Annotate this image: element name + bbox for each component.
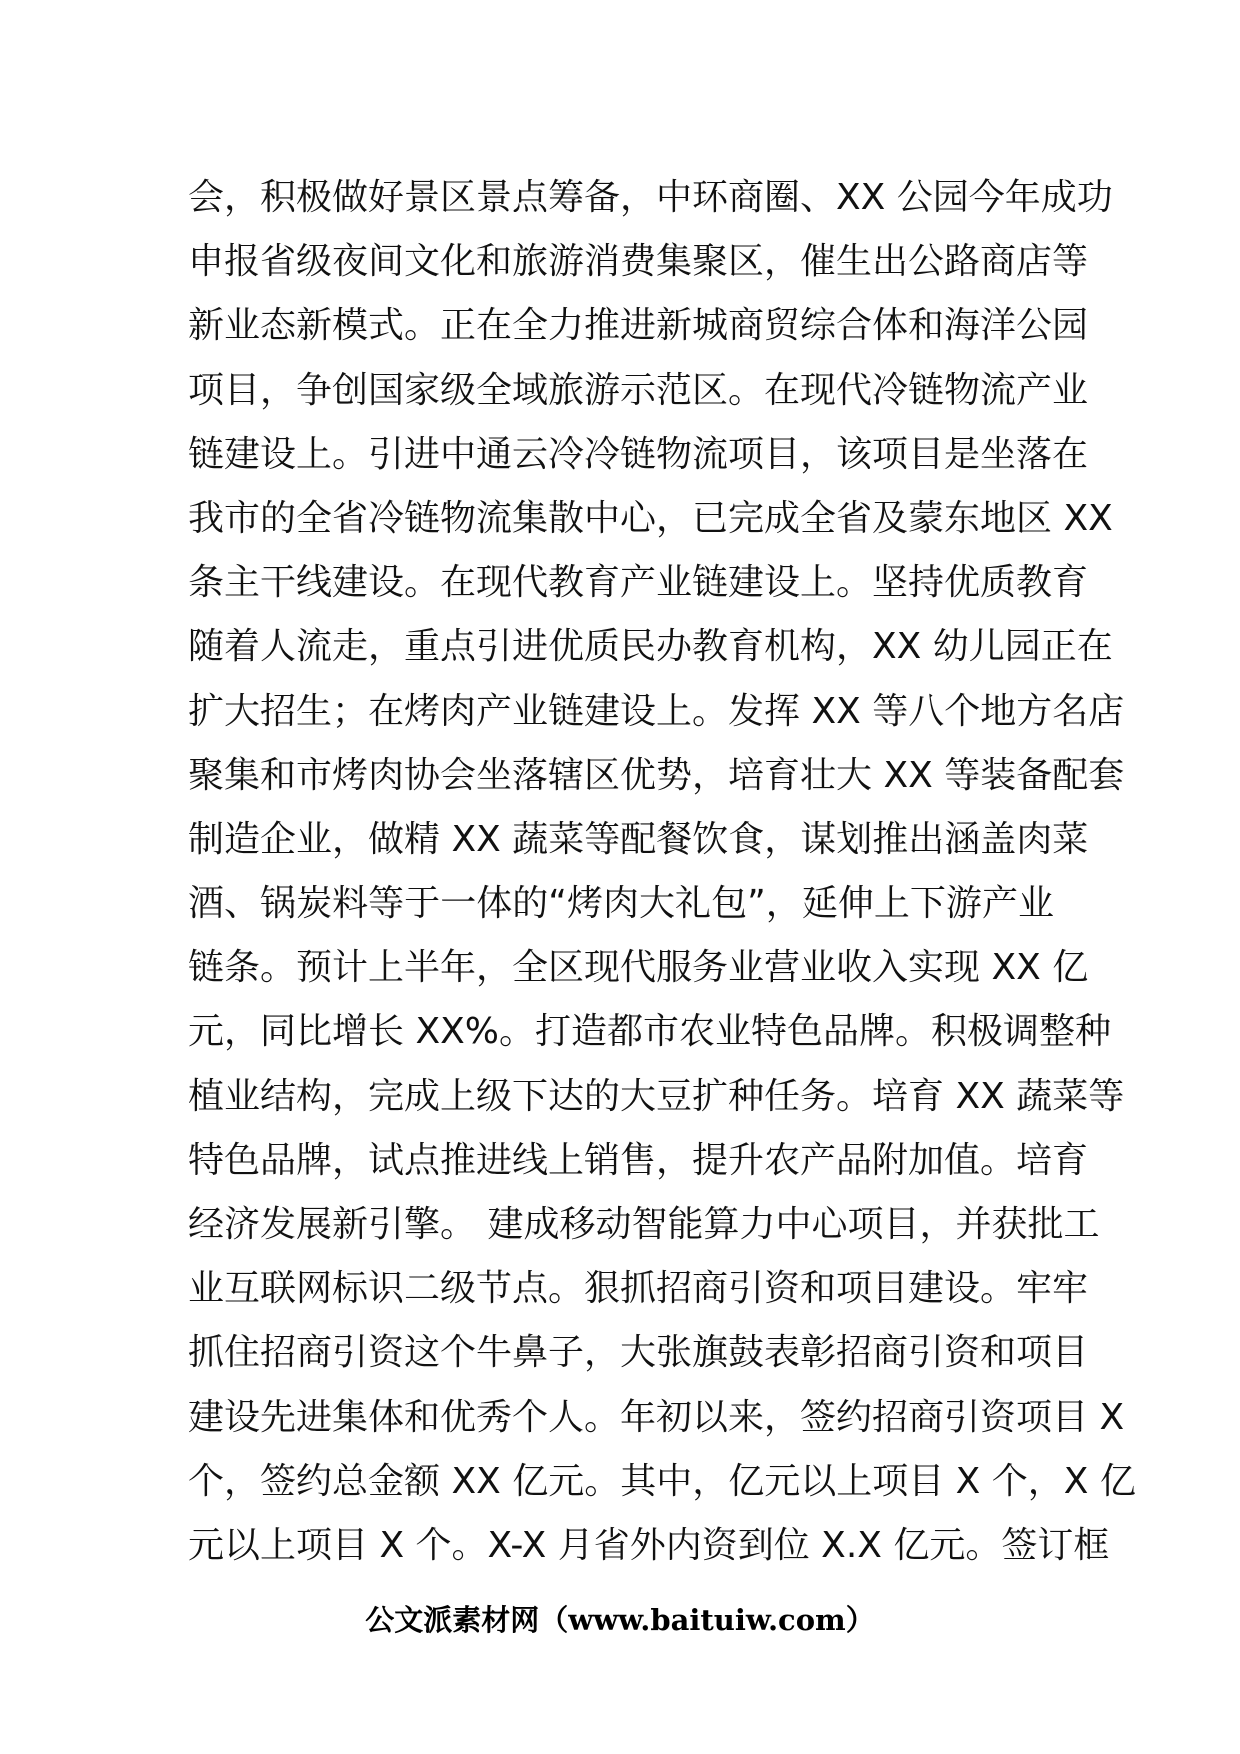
document-body	[188, 166, 1136, 1578]
body-line: 链建设上。引进中通云冷冷链物流项目，该项目是坐落在	[188, 433, 1089, 475]
body-line: 聚集和市烤肉协会坐落辖区优势，培育壮大 XX 等装备配套	[188, 754, 1125, 796]
body-line: 条主干线建设。在现代教育产业链建设上。坚持优质教育	[188, 562, 1089, 604]
body-line: 个，签约总金额 XX 亿元。其中，亿元以上项目 X 个，X 亿	[188, 1460, 1136, 1502]
body-line: 制造企业，做精 XX 蔬菜等配餐饮食，谋划推出涵盖肉菜	[188, 818, 1089, 860]
body-line: 元以上项目 X 个。X-X 月省外内资到位 X.X 亿元。签订框	[188, 1524, 1110, 1566]
footer-watermark: 公文派素材网（www.baituiw.com）	[365, 1603, 875, 1637]
body-line: 扩大招生；在烤肉产业链建设上。发挥 XX 等八个地方名店	[188, 690, 1125, 732]
body-line: 经济发展新引擎。 建成移动智能算力中心项目，并获批工	[188, 1204, 1100, 1245]
body-line: 会，积极做好景区景点筹备，中环商圈、XX 公园今年成功	[188, 177, 1113, 218]
body-line: 元，同比增长 XX%。打造都市农业特色品牌。积极调整种	[188, 1011, 1111, 1053]
body-line: 抓住招商引资这个牛鼻子，大张旗鼓表彰招商引资和项目	[188, 1332, 1089, 1374]
body-line: 酒、锅炭料等于一体的“烤肉大礼包”，延伸上下游产业	[188, 883, 1054, 925]
body-line: 新业态新模式。正在全力推进新城商贸综合体和海洋公园	[188, 305, 1089, 347]
body-line: 项目，争创国家级全域旅游示范区。在现代冷链物流产业	[188, 369, 1089, 411]
body-line: 申报省级夜间文化和旅游消费集聚区，催生出公路商店等	[188, 241, 1089, 283]
body-line: 业互联网标识二级节点。狠抓招商引资和项目建设。牢牢	[188, 1268, 1089, 1310]
body-line: 链条。预计上半年，全区现代服务业营业收入实现 XX 亿	[188, 947, 1089, 989]
body-line: 特色品牌，试点推进线上销售，提升农产品附加值。培育	[188, 1139, 1089, 1181]
body-line: 植业结构，完成上级下达的大豆扩种任务。培育 XX 蔬菜等	[188, 1075, 1125, 1117]
body-line: 随着人流走，重点引进优质民办教育机构，XX 幼儿园正在	[188, 626, 1113, 668]
body-line: 建设先进集体和优秀个人。年初以来，签约招商引资项目 X	[188, 1396, 1125, 1438]
body-line: 我市的全省冷链物流集散中心，已完成全省及蒙东地区 XX	[188, 497, 1113, 539]
